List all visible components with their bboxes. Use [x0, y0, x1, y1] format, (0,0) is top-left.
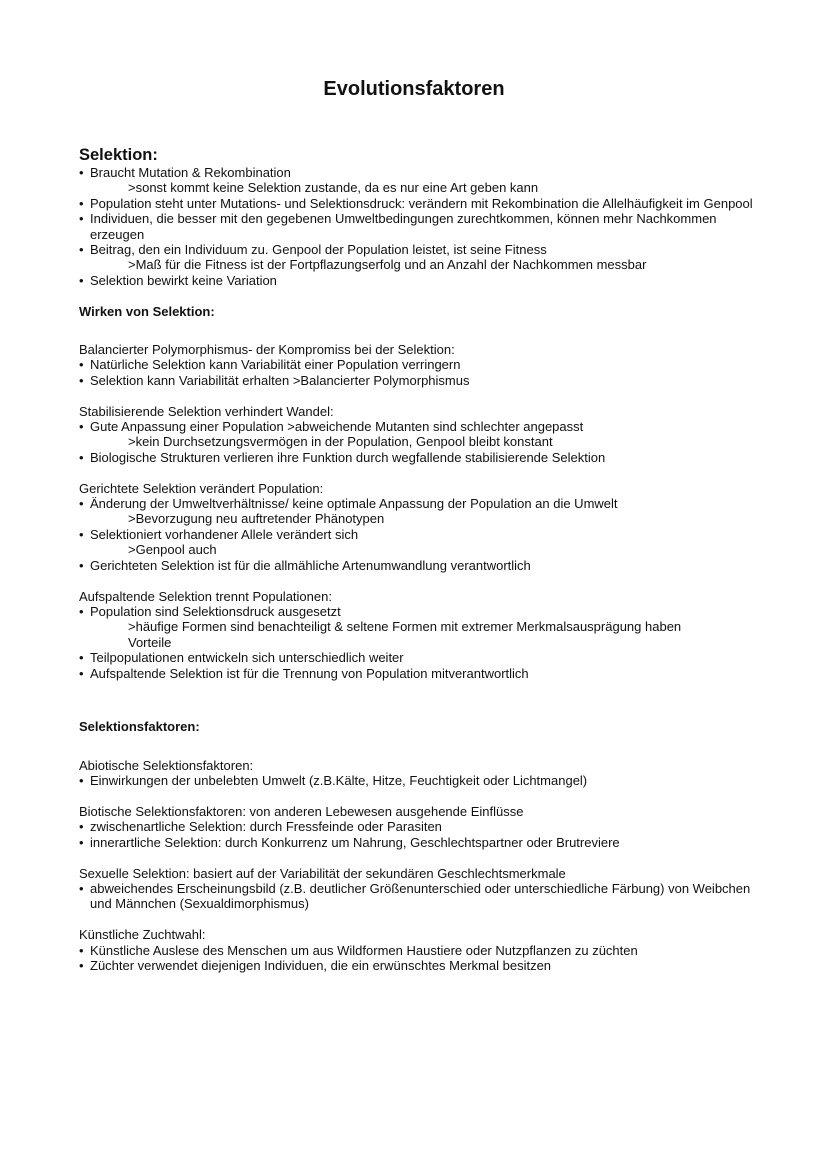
list-item: • Künstliche Auslese des Menschen um aus Wildformen Haustiere oder Nutzpflanzen zu züchten — [79, 943, 759, 958]
list-subnote: >häufige Formen sind benachteiligt & seltene Formen mit extremer Merkmalsausprägung haben — [128, 619, 682, 635]
list-item: • Einwirkungen der unbelebten Umwelt (z.B.Kälte, Hitze, Feuchtigkeit oder Lichtmangel) — [79, 773, 759, 788]
balanciert-list — [79, 357, 759, 388]
list-item: • Züchter verwendet diejenigen Individuen, die ein erwünschtes Merkmal besitzen — [79, 958, 759, 973]
abiotisch-list — [79, 773, 759, 788]
list-subnote: >Genpool auch — [128, 542, 217, 558]
list-item: • Selektioniert vorhandener Allele verändert sich — [79, 527, 759, 542]
section-heading-selektion: Selektion: — [79, 146, 158, 164]
subsection-title: Künstliche Zuchtwahl: — [79, 927, 206, 943]
subsection-title: Sexuelle Selektion: basiert auf der Variabilität der sekundären Geschlechtsmerkmale — [79, 865, 566, 881]
kuenstlich-list — [79, 943, 759, 974]
list-item: • Gute Anpassung einer Population >abweichende Mutanten sind schlechter angepasst — [79, 419, 759, 434]
list-subnote: >sonst kommt keine Selektion zustande, da es nur eine Art geben kann — [128, 180, 539, 196]
list-item: • Biologische Strukturen verlieren ihre Funktion durch wegfallende stabilisierende Selektion — [79, 450, 759, 465]
list-item: • Aufspaltende Selektion ist für die Trennung von Population mitverantwortlich — [79, 666, 759, 681]
list-item: • zwischenartliche Selektion: durch Fressfeinde oder Parasiten — [79, 819, 759, 834]
selektion-list — [79, 165, 759, 288]
list-item: • abweichendes Erscheinungsbild (z.B. deutlicher Größenunterschied oder unterschiedliche Färbung) von Weibchen und Männchen (Sexualdimorphismus) — [79, 881, 759, 912]
list-item: • Population steht unter Mutations- und Selektionsdruck: verändern mit Rekombination die Allelhäufigkeit im Genpool — [79, 196, 759, 211]
subsection-title: Biotische Selektionsfaktoren: von anderen Lebewesen ausgehende Einflüsse — [79, 803, 524, 819]
list-item: • Individuen, die besser mit den gegebenen Umweltbedingungen zurechtkommen, können mehr Nachkommen erzeugen — [79, 211, 759, 242]
list-item: • Population sind Selektionsdruck ausgesetzt — [79, 604, 759, 619]
list-subnote: Vorteile — [128, 634, 172, 650]
list-item: • Braucht Mutation & Rekombination — [79, 165, 759, 180]
subsection-title: Aufspaltende Selektion trennt Populationen: — [79, 588, 332, 604]
subsection-title: Gerichtete Selektion verändert Population: — [79, 480, 324, 496]
list-item: • Änderung der Umweltverhältnisse/ keine optimale Anpassung der Population an die Umwelt — [79, 496, 759, 511]
sexuell-list — [79, 881, 759, 912]
subsection-title: Abiotische Selektionsfaktoren: — [79, 757, 254, 773]
list-subnote: >kein Durchsetzungsvermögen in der Population, Genpool bleibt konstant — [128, 434, 553, 450]
stabilisierend-list — [79, 419, 759, 465]
list-item: • Gerichteten Selektion ist für die allmähliche Artenumwandlung verantwortlich — [79, 558, 759, 573]
list-item: • Teilpopulationen entwickeln sich unterschiedlich weiter — [79, 650, 759, 665]
gerichtet-list — [79, 496, 759, 573]
list-item: • Beitrag, den ein Individuum zu. Genpool der Population leistet, ist seine Fitness — [79, 242, 759, 257]
list-item: • Selektion kann Variabilität erhalten >Balancierter Polymorphismus — [79, 373, 759, 388]
subsection-title: Stabilisierende Selektion verhindert Wandel: — [79, 403, 334, 419]
document-content — [79, 146, 759, 973]
list-subnote: >Maß für die Fitness ist der Fortpflazungserfolg und an Anzahl der Nachkommen messbar — [128, 257, 647, 273]
biotisch-list — [79, 819, 759, 850]
section-heading-faktoren: Selektionsfaktoren: — [79, 719, 200, 735]
page-title: Evolutionsfaktoren — [323, 78, 505, 100]
list-item: • innerartliche Selektion: durch Konkurrenz um Nahrung, Geschlechtspartner oder Brutreviere — [79, 835, 759, 850]
list-item: • Selektion bewirkt keine Variation — [79, 273, 759, 288]
aufspaltend-list — [79, 604, 759, 681]
subsection-title: Balancierter Polymorphismus- der Kompromiss bei der Selektion: — [79, 342, 455, 358]
list-subnote: >Bevorzugung neu auftretender Phänotypen — [128, 511, 385, 527]
list-item: • Natürliche Selektion kann Variabilität einer Population verringern — [79, 357, 759, 372]
section-heading-wirken: Wirken von Selektion: — [79, 303, 215, 319]
